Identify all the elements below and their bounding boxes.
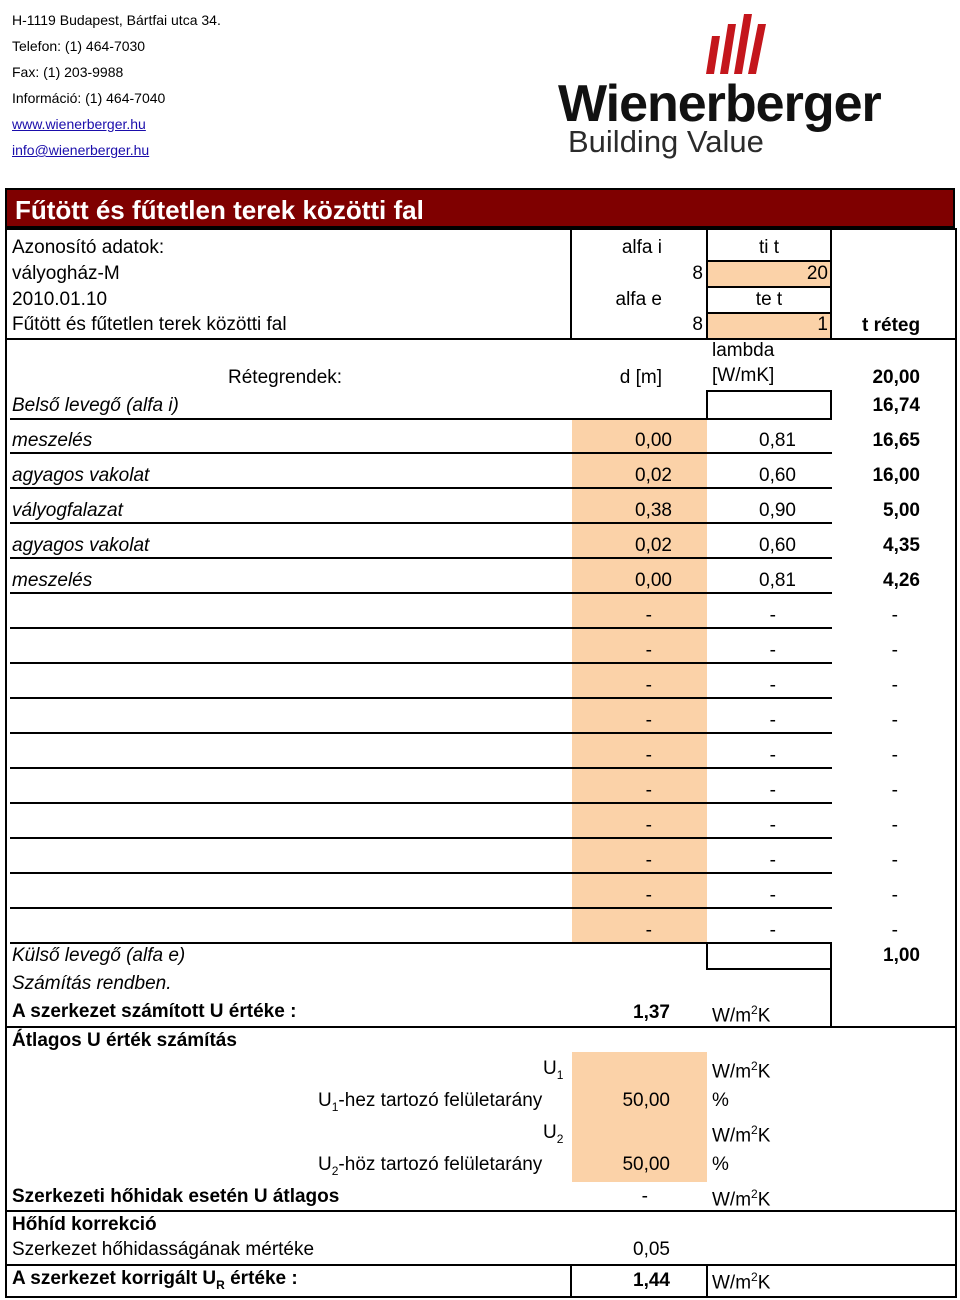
d-header: d [m] [619, 367, 662, 388]
te-label: te t [755, 289, 783, 310]
address: H-1119 Budapest, Bártfai utca 34. [12, 12, 221, 28]
layer-t: - [891, 850, 898, 871]
correction-title: Hőhíd korrekció [12, 1214, 157, 1235]
layer-d[interactable]: 0,00 [635, 430, 672, 451]
layer-d[interactable]: - [645, 710, 652, 731]
layer-d[interactable]: 0,02 [635, 465, 672, 486]
bridge-avg-label: Szerkezeti hőhidak esetén U átlagos [12, 1186, 340, 1207]
date: 2010.01.10 [12, 289, 108, 310]
layer-lambda: - [769, 780, 776, 801]
layer-t: - [891, 885, 898, 906]
rule [706, 968, 832, 970]
layer-t: - [891, 710, 898, 731]
layer-t: - [891, 675, 898, 696]
u1-ratio-unit: % [712, 1090, 729, 1111]
rule [5, 1264, 957, 1266]
rule [830, 228, 832, 338]
rule [10, 802, 832, 804]
rule [10, 697, 832, 699]
u2-ratio-value[interactable]: 50,00 [622, 1154, 670, 1175]
email-link[interactable]: info@wienerberger.hu [12, 142, 150, 158]
rule [10, 907, 832, 909]
layer-lambda: - [769, 920, 776, 941]
alfa-e-value: 8 [692, 314, 703, 335]
inner-air-label: Belső levegő (alfa i) [12, 395, 179, 416]
id-label: Azonosító adatok: [12, 237, 165, 258]
border [5, 228, 7, 1298]
rule [706, 1264, 708, 1298]
u2-ratio-label: $U_2$-höz tartozó felületarány [318, 1154, 543, 1178]
layer-d[interactable]: - [645, 885, 652, 906]
layer-t: 4,26 [883, 570, 920, 591]
layer-lambda: - [769, 815, 776, 836]
rule [10, 767, 832, 769]
layer-lambda: 0,81 [759, 570, 796, 591]
rule [10, 592, 832, 594]
title-bar [5, 188, 955, 228]
layer-name: vályogfalazat [12, 500, 123, 521]
lambda-header: lambda [712, 340, 775, 361]
rule [10, 662, 832, 664]
inner-air-t: 16,74 [872, 395, 920, 416]
u2-ratio-unit: % [712, 1154, 729, 1175]
layer-name: meszelés [12, 570, 93, 591]
layer-t: - [891, 780, 898, 801]
layer-lambda: - [769, 745, 776, 766]
rule [706, 942, 708, 970]
fax: Fax: (1) 203-9988 [12, 64, 124, 80]
wienerberger-logo [556, 8, 944, 160]
rule [708, 260, 830, 262]
rule [5, 228, 957, 230]
rule [10, 557, 832, 559]
layer-d[interactable]: 0,38 [635, 500, 672, 521]
layer-name: meszelés [12, 430, 93, 451]
bridge-avg-value: - [641, 1186, 648, 1207]
rule [5, 1296, 957, 1298]
t-layer-label: t réteg [862, 315, 921, 336]
layer-lambda: 0,90 [759, 500, 796, 521]
u-value: 1,37 [633, 1002, 670, 1023]
layer-name: agyagos vakolat [12, 535, 150, 556]
rule [10, 942, 832, 944]
layer-t: - [891, 640, 898, 661]
u1-ratio-value[interactable]: 50,00 [622, 1090, 670, 1111]
bridge-avg-unit: $W/m^2K$ [712, 1187, 771, 1211]
layer-d[interactable]: 0,00 [635, 570, 672, 591]
rule [706, 390, 832, 392]
ti-value[interactable]: 20 [806, 263, 828, 284]
logo-mark-icon [556, 8, 944, 78]
layer-lambda: 0,81 [759, 430, 796, 451]
layer-d[interactable]: - [645, 605, 652, 626]
rule [10, 627, 832, 629]
outer-air-label: Külső levegő (alfa e) [12, 945, 186, 966]
u1-label: $U_1$ [543, 1058, 564, 1082]
layer-d[interactable]: - [645, 745, 652, 766]
corrected-u-label: A szerkezet korrigált $U_R$ értéke : [12, 1268, 298, 1292]
u1-ratio-label: $U_1$-hez tartozó felületarány [318, 1090, 543, 1114]
website-link[interactable]: www.wienerberger.hu [12, 116, 146, 132]
layer-d[interactable]: - [645, 850, 652, 871]
layer-d[interactable]: 0,02 [635, 535, 672, 556]
phone: Telefon: (1) 464-7030 [12, 38, 146, 54]
rule [10, 522, 832, 524]
u-value-label: A szerkezet számított U értéke : [12, 1001, 297, 1022]
project-name: vályogház-M [12, 263, 120, 284]
rule [10, 732, 832, 734]
layer-lambda: - [769, 640, 776, 661]
layer-d[interactable]: - [645, 640, 652, 661]
te-value[interactable]: 1 [817, 314, 828, 335]
u-value-unit: $W/m^2K$ [712, 1003, 771, 1027]
outer-air-t: 1,00 [883, 945, 920, 966]
layer-lambda: 0,60 [759, 465, 796, 486]
layer-lambda: - [769, 675, 776, 696]
layer-d[interactable]: - [645, 675, 652, 696]
rule [10, 452, 832, 454]
layer-name: agyagos vakolat [12, 465, 150, 486]
lambda-unit-header: [W/mK] [712, 365, 775, 386]
layer-t: - [891, 815, 898, 836]
bridge-degree-label: Szerkezet hőhidasságának mértéke [12, 1239, 315, 1260]
border [955, 228, 957, 1298]
alfa-i-label: alfa i [621, 237, 662, 258]
info-phone: Információ: (1) 464-7040 [12, 90, 166, 106]
layer-t: 5,00 [883, 500, 920, 521]
layer-t: - [891, 605, 898, 626]
layer-t: 16,65 [872, 430, 920, 451]
layer-d[interactable]: - [645, 815, 652, 836]
avg-title: Átlagos U érték számítás [12, 1030, 237, 1051]
t-start: 20,00 [872, 367, 920, 388]
corrected-u-value: 1,44 [633, 1270, 670, 1291]
layers-header: Rétegrendek: [228, 367, 343, 388]
logo-wordmark: Wienerberger [558, 75, 881, 133]
layer-lambda: - [769, 710, 776, 731]
layer-lambda: - [769, 850, 776, 871]
rule [5, 1210, 957, 1212]
rule [10, 837, 832, 839]
layer-lambda: - [769, 605, 776, 626]
u2-unit: $W/m^2K$ [712, 1123, 771, 1147]
alfa-e-label: alfa e [615, 289, 662, 310]
status-text: Számítás rendben. [12, 973, 172, 994]
bridge-degree-value[interactable]: 0,05 [633, 1239, 670, 1260]
layer-lambda: - [769, 885, 776, 906]
layer-t: - [891, 745, 898, 766]
layer-t: - [891, 920, 898, 941]
rule [5, 338, 957, 340]
rule [10, 487, 832, 489]
layer-t: 16,00 [872, 465, 920, 486]
layer-d[interactable]: - [645, 920, 652, 941]
rule [706, 390, 708, 420]
rule [10, 418, 832, 420]
rule [708, 286, 830, 288]
layer-d[interactable]: - [645, 780, 652, 801]
structure-name: Fűtött és fűtetlen terek közötti fal [12, 314, 287, 335]
rule [10, 872, 832, 874]
ti-label: ti t [758, 237, 780, 258]
layer-t: 4,35 [883, 535, 920, 556]
page-title: Fűtött és fűtetlen terek közötti fal [15, 195, 424, 225]
layer-lambda: 0,60 [759, 535, 796, 556]
u1-unit: $W/m^2K$ [712, 1059, 771, 1083]
alfa-i-value: 8 [692, 263, 703, 284]
corrected-u-unit: $W/m^2K$ [712, 1270, 771, 1294]
logo-tagline: Building Value [568, 124, 764, 159]
u2-label: $U_2$ [543, 1122, 564, 1146]
rule [5, 1026, 957, 1028]
